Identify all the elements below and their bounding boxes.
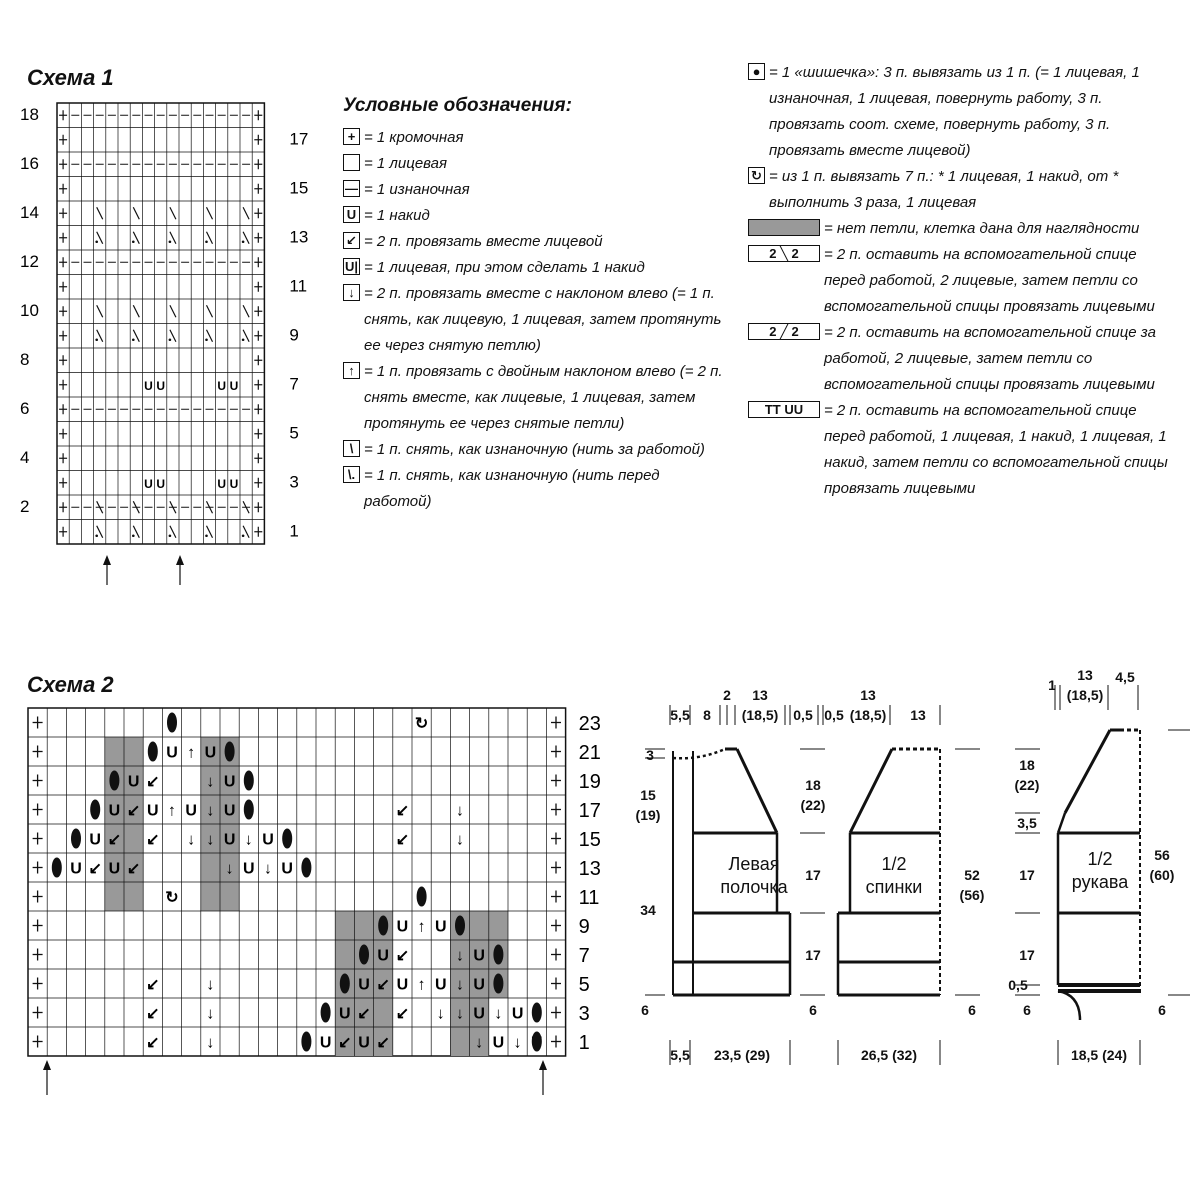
legend-symbol-icon (748, 219, 820, 236)
stitch-mark: U (358, 976, 370, 994)
stitch-mark: U (223, 773, 236, 791)
svg-text:U: U (156, 476, 166, 491)
stitch-mark: U (204, 744, 217, 762)
dim-label: 2 (723, 687, 731, 703)
bobble-mark (244, 800, 254, 820)
legend-text: = нет петли, клетка дана для наглядности (824, 220, 1140, 237)
row-number: 19 (578, 770, 601, 793)
stitch-mark: ↙ (107, 831, 122, 849)
legend-symbol-icon: — (345, 180, 358, 196)
stitch-mark: ↓ (206, 773, 215, 791)
stitch-mark: ↙ (88, 860, 102, 878)
dim-label: 34 (640, 902, 656, 918)
dim-label: (18,5) (849, 707, 887, 723)
front-label-1: Левая (728, 854, 780, 874)
legend-item (343, 203, 728, 229)
stitch-mark: ↙ (376, 1034, 390, 1052)
legend-item (748, 398, 1168, 502)
stitch-mark: ↙ (146, 1034, 160, 1052)
stitch-mark: U (223, 802, 236, 820)
stitch-mark: ↓ (456, 831, 464, 849)
scheme2-right-numbers (579, 713, 601, 1054)
stitch-mark: U (223, 831, 236, 849)
legend-text: = 1 п. провязать с двойным наклоном влево (= 2 п. снять вместе, как лицевые, 1 лицевая, затем протянуть ее через снятые петли) (364, 363, 723, 432)
stitch-mark: ↓ (206, 1005, 215, 1023)
legend-text: = 1 изнаночная (364, 181, 470, 198)
stitch-mark: ↙ (146, 976, 160, 994)
row-number: 12 (20, 252, 39, 272)
stitch-mark: U (108, 802, 121, 820)
bobble-mark (455, 916, 465, 936)
stitch-mark: ↙ (146, 773, 160, 791)
bobble-mark (340, 974, 350, 994)
stitch-mark: U (262, 831, 274, 849)
legend-symbol-icon: \ (343, 440, 360, 457)
stitch-mark: U (492, 1034, 505, 1052)
bobble-mark (109, 771, 119, 791)
legend-title: Условные обозначения: (343, 95, 572, 116)
dim-label: 23,5 (29) (713, 1047, 771, 1063)
stitch-mark: ↓ (494, 1005, 503, 1023)
row-number: 13 (578, 857, 601, 880)
dim-label: 0,5 (824, 707, 844, 723)
stitch-mark: ↓ (225, 860, 234, 878)
stitch-mark: U (185, 802, 197, 820)
bobble-mark (244, 771, 254, 791)
legend-item (343, 281, 728, 359)
legend-symbol-icon: 2 ╲ 2 (748, 245, 820, 262)
legend-symbol-icon: \. (343, 466, 360, 483)
stitch-mark: ↙ (146, 1005, 160, 1023)
legend-item (748, 320, 1168, 398)
scheme1-right-numbers (289, 130, 308, 541)
back-label-2: спинки (865, 877, 923, 897)
legend-right (748, 60, 1168, 502)
stitch-mark: U (127, 773, 140, 791)
bobble-mark (493, 945, 503, 965)
bobble-mark (321, 1003, 331, 1023)
stitch-mark: ↻ (165, 889, 179, 907)
bobble-mark (417, 887, 427, 907)
dim-label: (18,5) (741, 707, 779, 723)
bobble-mark (167, 713, 177, 733)
back-label-1: 1/2 (881, 854, 907, 874)
row-number: 8 (20, 350, 30, 370)
row-number: 18 (20, 105, 39, 125)
dim-label: 3 (646, 747, 654, 763)
legend-text: = 1 накид (364, 207, 430, 224)
svg-text:U: U (229, 476, 239, 491)
row-number: 17 (578, 799, 601, 822)
row-number: 4 (20, 448, 30, 468)
scheme1-chart (20, 95, 320, 595)
scheme2-chart (20, 700, 610, 1100)
legend-symbol-icon: ↻ (748, 167, 765, 184)
stitch-mark: ↓ (456, 1005, 464, 1023)
dim-label: (22) (800, 797, 826, 813)
legend-item (343, 255, 728, 281)
stitch-mark: ↓ (456, 802, 464, 820)
bobble-mark (52, 858, 62, 878)
stitch-mark: ↑ (168, 802, 176, 820)
stitch-mark: ↓ (456, 976, 464, 994)
row-number: 15 (289, 178, 309, 198)
row-number: 7 (289, 374, 299, 394)
legend-symbol-icon: ↙ (343, 232, 360, 249)
stitch-mark: U (166, 744, 178, 762)
bobble-mark (493, 974, 503, 994)
row-number: 6 (20, 399, 30, 419)
stitch-mark: ↙ (395, 947, 410, 965)
stitch-mark: ↙ (395, 1005, 410, 1023)
row-number: 1 (289, 521, 299, 541)
legend-symbol-icon: ↑ (343, 362, 360, 379)
dim-label: 6 (1023, 1002, 1031, 1018)
dim-label: 5,5 (670, 1047, 690, 1063)
legend-text: = 2 п. оставить на вспомогательной спице перед работой, 2 лицевые, затем петли со вспомогательной спицы провязать лицевыми (824, 246, 1155, 315)
dim-label: (60) (1149, 867, 1175, 883)
legend-item (748, 164, 1168, 216)
row-number: 15 (578, 828, 601, 851)
stitch-mark: ↓ (206, 802, 215, 820)
row-number: 11 (289, 276, 308, 296)
scheme1-title: Схема 1 (27, 65, 114, 90)
bobble-mark (225, 742, 235, 762)
legend-item (343, 359, 728, 437)
stitch-mark: U (473, 976, 485, 994)
dim-label: 5,5 (670, 707, 690, 723)
stitch-mark: U (396, 918, 409, 936)
stitch-mark: U (473, 1005, 485, 1023)
dim-label: 13 (752, 687, 768, 703)
dim-label: 6 (1158, 1002, 1166, 1018)
dim-label: (18,5) (1066, 687, 1104, 703)
stitch-mark: ↙ (338, 1034, 352, 1052)
stitch-mark: ↓ (264, 860, 272, 878)
stitch-mark: U (396, 976, 409, 994)
bobble-mark (532, 1032, 542, 1052)
row-number: 3 (578, 1002, 590, 1025)
dim-label: 17 (1019, 947, 1035, 963)
stitch-mark: ↑ (417, 918, 426, 936)
dim-label: (19) (635, 807, 661, 823)
scheme2-title: Схема 2 (27, 672, 114, 697)
bobble-mark (359, 945, 369, 965)
row-number: 5 (289, 423, 299, 443)
sleeve-label-2: рукава (1071, 872, 1129, 892)
stitch-mark: ↓ (475, 1034, 484, 1052)
stitch-mark: U (339, 1005, 351, 1023)
stitch-mark: ↓ (436, 1005, 445, 1023)
dim-label: 18 (1019, 757, 1035, 773)
scheme1-left-numbers (20, 105, 39, 516)
row-number: 13 (289, 227, 309, 247)
stitch-mark: ↓ (513, 1034, 522, 1052)
legend-item (343, 151, 728, 177)
row-number: 5 (578, 973, 590, 996)
stitch-mark: ↓ (456, 947, 464, 965)
stitch-mark: U (89, 831, 101, 849)
row-number: 16 (20, 154, 39, 174)
bobble-mark (378, 916, 388, 936)
legend-text: = 2 п. провязать вместе лицевой (364, 233, 603, 250)
stitch-mark: ↙ (146, 831, 160, 849)
legend-symbol-icon: 2 ╱ 2 (748, 323, 820, 340)
stitch-mark: ↙ (376, 976, 390, 994)
legend-text: = 1 п. снять, как изнаночную (нить за работой) (364, 441, 705, 458)
dim-label: 15 (640, 787, 656, 803)
dim-label: 56 (1154, 847, 1170, 863)
stitch-mark: ↙ (395, 831, 410, 849)
row-number: 11 (578, 886, 600, 909)
dim-label: 6 (641, 1002, 649, 1018)
legend-text: = 1 п. снять, как изнаночную (нить перед работой) (364, 467, 660, 510)
stitch-mark: ↓ (206, 976, 215, 994)
stitch-mark: ↓ (206, 831, 215, 849)
stitch-mark: ↙ (395, 802, 410, 820)
dim-label: 17 (805, 867, 821, 883)
row-number: 9 (289, 325, 299, 345)
stitch-mark: ↙ (126, 802, 141, 820)
bobble-mark (148, 742, 158, 762)
legend-item (343, 229, 728, 255)
dim-label: 8 (703, 707, 711, 723)
stitch-mark: ↑ (187, 744, 196, 762)
legend-item (748, 216, 1168, 242)
legend-text: = 1 лицевая (364, 155, 448, 172)
row-number: 1 (578, 1031, 590, 1054)
dim-label: (22) (1014, 777, 1040, 793)
stitch-mark: U (473, 947, 485, 965)
legend-item (343, 177, 728, 203)
legend-symbol-icon (343, 154, 360, 171)
legend-text: = из 1 п. вывязать 7 п.: * 1 лицевая, 1 накид, от * выполнить 3 раза, 1 лицевая (769, 168, 1119, 211)
svg-text:U: U (229, 378, 239, 393)
bobble-mark (301, 1032, 311, 1052)
stitch-mark: ↓ (187, 831, 196, 849)
stitch-mark: U (108, 860, 121, 878)
svg-text:U: U (144, 476, 153, 491)
row-number: 23 (578, 712, 601, 735)
legend-symbol-icon: ● (748, 63, 765, 80)
legend-symbol-icon: ↓ (343, 284, 360, 301)
stitch-mark: U (281, 860, 293, 878)
dim-label: 18 (805, 777, 821, 793)
bobble-mark (282, 829, 292, 849)
stitch-mark: U (358, 1034, 370, 1052)
dim-label: 18,5 (24) (1070, 1047, 1128, 1063)
dim-label: 6 (809, 1002, 817, 1018)
row-number: 9 (578, 915, 590, 938)
legend-text: = 2 п. провязать вместе с наклоном влево (= 1 п. снять, как лицевую, 1 лицевая, затем протянуть ее через снятую петлю) (364, 285, 722, 354)
dim-label: 4,5 (1115, 669, 1135, 685)
stitch-mark: U (70, 860, 82, 878)
row-number: 14 (20, 203, 39, 223)
stitch-mark: U (511, 1005, 524, 1023)
svg-text:U: U (217, 378, 227, 393)
bobble-mark (71, 829, 81, 849)
dim-label: (56) (959, 887, 985, 903)
scheme1-grid (57, 103, 264, 544)
stitch-mark: U (243, 860, 255, 878)
bobble-mark (532, 1003, 542, 1023)
legend-item (748, 60, 1168, 164)
legend-symbol-icon: + (343, 128, 360, 145)
dim-label: 6 (968, 1002, 976, 1018)
dim-label: 0,5 (1008, 977, 1028, 993)
stitch-mark: ↑ (417, 976, 426, 994)
stitch-mark: ↻ (414, 715, 429, 733)
legend-text: = 2 п. оставить на вспомогательной спице перед работой, 1 лицевая, 1 накид, 1 лицевая, 1 накид, затем петли со вспомогательной спицы провязать лицевыми (824, 402, 1168, 497)
dim-label: 3,5 (1017, 815, 1037, 831)
legend-left (343, 125, 728, 515)
legend-item (343, 437, 728, 463)
legend-symbol-icon: U (343, 206, 360, 223)
svg-text:U: U (217, 476, 227, 491)
dim-label: 26,5 (32) (860, 1047, 918, 1063)
stitch-mark: U (377, 947, 389, 965)
dim-label: 52 (964, 867, 980, 883)
stitch-mark: U (147, 802, 159, 820)
dim-label: 13 (860, 687, 876, 703)
legend-text: = 2 п. оставить на вспомогательной спице за работой, 2 лицевые, затем петли со вспомогательной спицы провязать лицевыми (824, 324, 1156, 393)
row-number: 3 (289, 472, 299, 492)
svg-text:U: U (156, 378, 166, 393)
legend-item (343, 463, 728, 515)
bobble-mark (301, 858, 311, 878)
stitch-mark: ↙ (126, 860, 141, 878)
legend-item (748, 242, 1168, 320)
stitch-mark: ↓ (244, 831, 253, 849)
legend-text: = 1 кромочная (364, 129, 464, 146)
legend-symbol-icon: U| (344, 258, 359, 274)
row-number: 21 (578, 741, 601, 764)
stitch-mark: U (319, 1034, 332, 1052)
legend-symbol-icon: TT UU (748, 401, 820, 418)
stitch-mark: ↙ (357, 1005, 371, 1023)
legend-item (343, 125, 728, 151)
sleeve-label-1: 1/2 (1087, 849, 1113, 869)
stitch-mark: U (435, 976, 447, 994)
row-number: 7 (578, 944, 590, 967)
legend-text: = 1 «шишечка»: 3 п. вывязать из 1 п. (= 1 лицевая, 1 изнаночная, 1 лицевая, повернуть работу, 3 п. провязать соот. схеме, повернуть работу, 3 п. провязать вместе лицевой) (769, 64, 1140, 159)
pattern-diagram (620, 660, 1200, 1080)
svg-text:U: U (144, 378, 153, 393)
scheme2-grid (28, 708, 566, 1056)
dim-label: 17 (805, 947, 821, 963)
dim-label: 0,5 (793, 707, 813, 723)
row-number: 2 (20, 497, 30, 517)
dim-label: 13 (910, 707, 926, 723)
row-number: 10 (20, 301, 39, 321)
row-number: 17 (289, 129, 309, 149)
legend-text: = 1 лицевая, при этом сделать 1 накид (364, 259, 645, 276)
bobble-mark (90, 800, 100, 820)
front-label-2: полочка (720, 877, 788, 897)
dim-label: 1 (1048, 677, 1056, 693)
dim-label: 17 (1019, 867, 1035, 883)
dim-label: 13 (1077, 667, 1093, 683)
stitch-mark: U (435, 918, 447, 936)
stitch-mark: ↓ (206, 1034, 215, 1052)
